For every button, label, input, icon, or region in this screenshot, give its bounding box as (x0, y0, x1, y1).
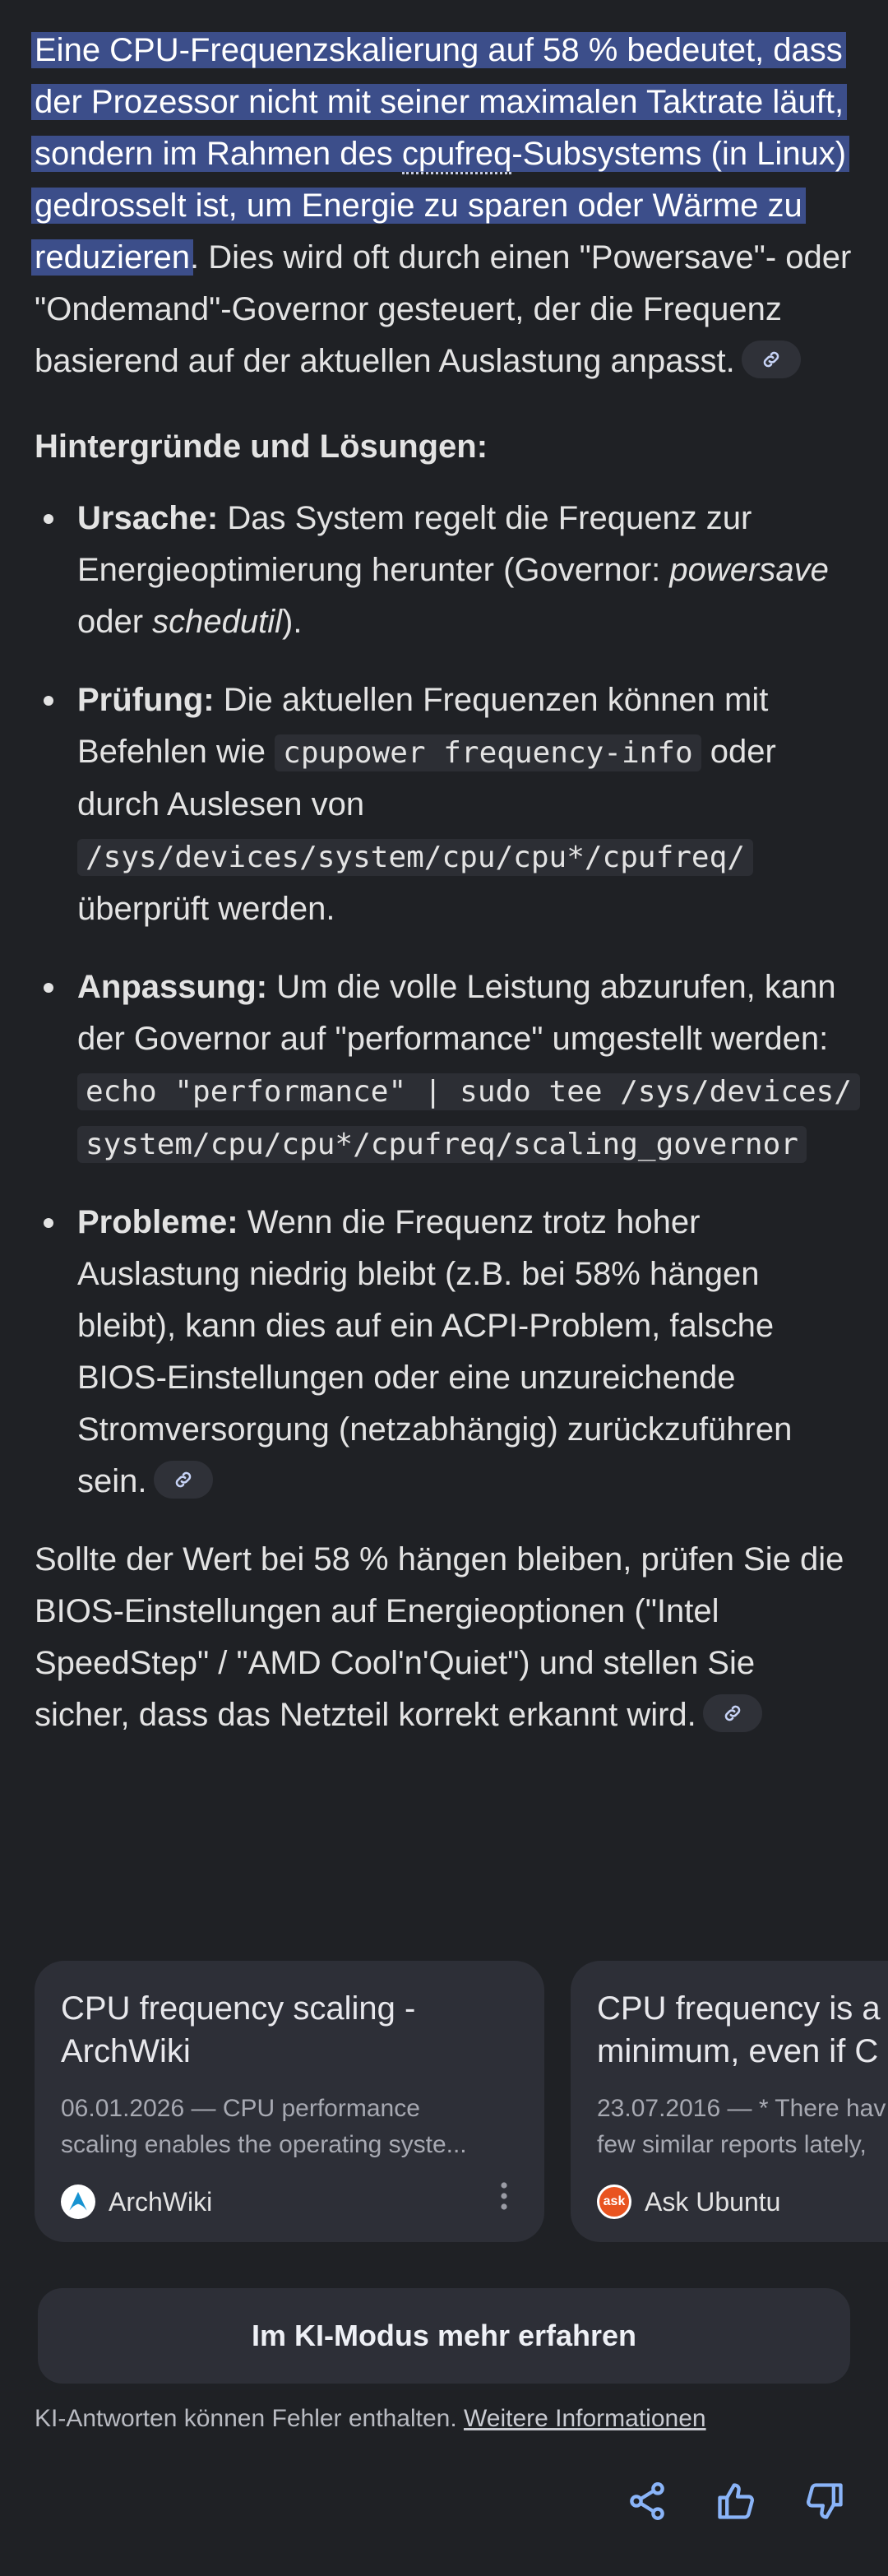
ai-overview-content (35, 25, 853, 1741)
card-title[interactable]: CPU frequency scaling - ArchWiki (61, 1990, 416, 2069)
thumbs-down-button[interactable] (796, 2472, 853, 2530)
link-icon (722, 1703, 743, 1724)
intro-paragraph (35, 25, 853, 387)
card-snippet: 23.07.2016 — * There hav few similar reports lately, (597, 2095, 886, 2158)
feedback-actions (618, 2472, 853, 2530)
card-title[interactable]: CPU frequency is a minimum, even if C (597, 1990, 881, 2069)
card-snippet: 06.01.2026 — CPU performance scaling enables the operating syste... (61, 2095, 467, 2158)
more-options-icon[interactable] (500, 2181, 508, 2211)
inline-code-cpupower: cpupower frequency-info (275, 734, 701, 771)
list-item-pruefung (35, 674, 853, 935)
governor-powersave: powersave (669, 552, 829, 588)
bullet-text: überprüft werden. (77, 891, 335, 927)
intro-rest: . Dies wird oft durch einen "Powersave"- oder "Ondemand"-Governor gesteuert, der die Frequenz basierend auf der aktuellen Auslastung anpasst. (35, 239, 852, 379)
highlight-part-1: Eine CPU-Frequenzskalierung auf 58 % bedeutet, dass der Prozessor nicht mit seiner maximalen Taktrate läuft, sondern im Rahmen des (35, 32, 844, 172)
bullet-text: Die aktuellen Frequenzen können mit Befehlen wie (77, 682, 769, 770)
ki-mode-button[interactable]: Im KI-Modus mehr erfahren (38, 2288, 850, 2384)
bullet-text: ). (282, 604, 303, 640)
bullet-label: Probleme: (77, 1204, 238, 1240)
cpufreq-term[interactable]: cpufreq (402, 136, 511, 174)
code-governor-command: echo "performance" | sudo tee /sys/devices/system/cpu/cpu*/cpufreq/scaling_governor (77, 1073, 860, 1163)
inline-code-sysfs-path: /sys/devices/system/cpu/cpu*/cpufreq/ (77, 839, 753, 876)
source-link-chip[interactable] (742, 341, 801, 378)
highlight-part-2: -Subsystems (in Linux) gedrosselt ist, um Energie zu sparen oder Wärme zu reduzieren (35, 136, 847, 276)
source-card[interactable] (35, 1961, 544, 2242)
bullet-text: oder (77, 604, 153, 640)
archwiki-logo-icon (61, 2185, 95, 2219)
ai-disclaimer (35, 2405, 706, 2433)
governor-schedutil: schedutil (152, 604, 283, 640)
card-source (61, 2185, 212, 2219)
more-info-link[interactable]: Weitere Informationen (463, 2405, 706, 2432)
disclaimer-text: KI-Antworten können Fehler enthalten. (35, 2405, 464, 2432)
thumbs-up-icon (715, 2480, 757, 2523)
link-icon (173, 1469, 194, 1490)
list-item-ursache (35, 493, 853, 648)
source-cards-carousel[interactable] (35, 1961, 888, 2242)
thumbs-up-button[interactable] (707, 2472, 765, 2530)
bullet-label: Ursache: (77, 500, 219, 536)
bullet-label: Anpassung: (77, 969, 268, 1005)
bullet-text: Wenn die Frequenz trotz hoher Auslastung niedrig bleibt (z.B. bei 58% hängen bleibt), kann dies auf ein ACPI-Problem, falsche BIOS-Einstellungen oder eine unzureichende Stromversorgung (netzabhängig) zurückzuführen sein. (77, 1204, 793, 1499)
source-card[interactable] (571, 1961, 888, 2242)
card-source-name: ArchWiki (109, 2186, 213, 2217)
bullet-text: Um die volle Leistung abzurufen, kann der Governor auf "performance" umgestellt werden: (77, 969, 836, 1057)
share-icon (626, 2480, 668, 2523)
source-link-chip[interactable] (154, 1461, 213, 1499)
bullet-list (35, 493, 853, 1508)
bullet-text: oder durch Auslesen von (77, 734, 776, 822)
list-item-probleme (35, 1197, 853, 1508)
card-source-name: Ask Ubuntu (645, 2186, 781, 2217)
source-link-chip[interactable] (703, 1694, 762, 1732)
askubuntu-logo-icon: ask (597, 2185, 631, 2219)
card-source (597, 2185, 780, 2219)
link-icon (761, 349, 782, 370)
bullet-text: Das System regelt die Frequenz zur Energieoptimierung herunter (Governor: (77, 500, 752, 588)
closing-text: Sollte der Wert bei 58 % hängen bleiben, prüfen Sie die BIOS-Einstellungen auf Energieoptionen ("Intel SpeedStep" / "AMD Cool'n'Quiet") und stellen Sie sicher, dass das Netzteil korrekt erkannt wird. (35, 1541, 844, 1733)
thumbs-down-icon (803, 2480, 846, 2523)
section-heading: Hintergründe und Lösungen: (35, 429, 488, 465)
share-button[interactable] (618, 2472, 676, 2530)
list-item-anpassung (35, 961, 853, 1170)
bullet-label: Prüfung: (77, 682, 215, 718)
closing-paragraph (35, 1534, 853, 1741)
